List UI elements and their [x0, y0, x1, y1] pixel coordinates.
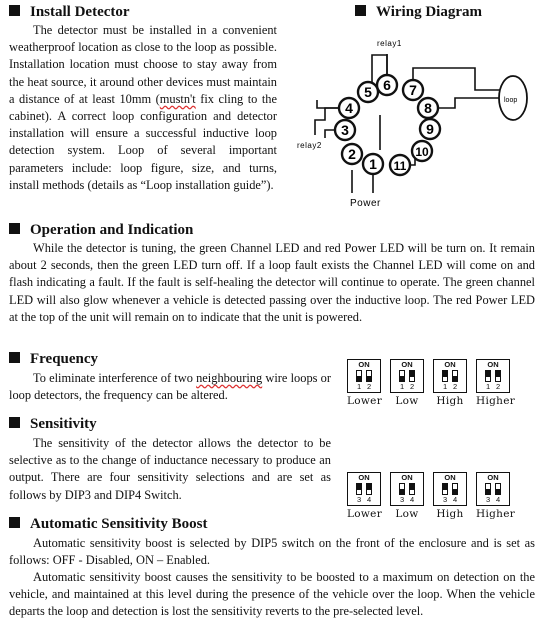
switch-slot	[495, 370, 501, 382]
switch-number: 3	[486, 495, 491, 504]
switch-slot	[495, 483, 501, 495]
power-label: Power	[350, 198, 381, 209]
sensitivity-heading	[9, 416, 97, 433]
sensitivity-switch-lower	[347, 472, 381, 520]
switch-slot	[485, 483, 491, 495]
frequency-title: Frequency	[30, 351, 99, 367]
frequency-text-b: wire loops or loop detectors, the frequency can be altered.	[9, 371, 331, 403]
frequency-heading	[9, 351, 98, 368]
sensitivity-switch-low	[390, 472, 424, 520]
switch-caption: Higher	[476, 395, 516, 407]
install-heading	[9, 4, 130, 21]
frequency-paragraph	[9, 370, 331, 404]
pin-3-label: 3	[341, 122, 349, 138]
boost-paragraph-1: Automatic sensitivity boost is selected by DIP5 switch on the front of the enclosure and is set as follows: OFF - Disabled, ON – Enabled.	[9, 536, 535, 568]
switch-caption: Low	[395, 508, 419, 520]
frequency-text-wavy: neighbouring	[196, 371, 263, 385]
boost-paragraph-2: Automatic sensitivity boost causes the sensitivity to be boosted to a maximum on detection on the vehicle, and maintained at this level during the presence of the vehicle over the loop. When the vehicle departs the loop and detection is lost the sensitivity reverts to the pre-selected level.	[9, 570, 535, 619]
switch-number: 3	[400, 495, 405, 504]
sensitivity-switch-higher	[476, 472, 516, 520]
switch-on-label: ON	[401, 360, 413, 369]
pin-10-label: 10	[415, 145, 429, 159]
switch-number: 2	[496, 382, 501, 391]
dip-switch-icon	[347, 359, 381, 393]
dip-switch-icon	[476, 472, 510, 506]
switch-number: 1	[357, 382, 362, 391]
install-paragraph	[9, 22, 277, 194]
pin-5-label: 5	[364, 84, 372, 100]
sensitivity-paragraph: The sensitivity of the detector allows the detector to be selective as to the change of inductance necessary to produce an output. There are four sensitivity selections and are set as follows by DIP3 and DIP4 Switch.	[9, 436, 331, 502]
switch-number: 2	[453, 382, 458, 391]
switch-slot	[485, 370, 491, 382]
switch-number: 4	[367, 495, 372, 504]
install-text-b: fix cling to the cabinet). A correct loop configuration and detector installation will ensure a successful inductive loop detection system. Loop of several important parameters include: loop figure, size, and turns, install methods (details as “Loop installation guide”).	[9, 91, 277, 192]
frequency-switch-high	[433, 359, 467, 407]
switch-on-label: ON	[444, 473, 456, 482]
bullet-square-icon	[9, 417, 20, 428]
switch-number: 3	[357, 495, 362, 504]
dip-switch-icon	[347, 472, 381, 506]
dip-switch-icon	[390, 359, 424, 393]
operation-heading	[9, 222, 193, 239]
install-text-wavy: mustn't	[159, 91, 196, 106]
switch-number: 4	[453, 495, 458, 504]
pin-4-label: 4	[345, 100, 353, 116]
switch-number: 4	[496, 495, 501, 504]
switch-caption: Lower	[347, 508, 383, 520]
pin-6-label: 6	[383, 77, 391, 93]
switch-caption: High	[436, 508, 464, 520]
frequency-dip-switches	[347, 359, 516, 407]
switch-slot	[409, 483, 415, 495]
pin-7-label: 7	[409, 82, 417, 98]
switch-on-label: ON	[487, 473, 499, 482]
pin-11-label: 11	[393, 159, 407, 173]
boost-heading	[9, 516, 208, 533]
switch-on-label: ON	[487, 360, 499, 369]
frequency-switch-lower	[347, 359, 381, 407]
dip-switch-icon	[390, 472, 424, 506]
switch-slot	[366, 483, 372, 495]
switch-caption: Higher	[476, 508, 516, 520]
frequency-switch-low	[390, 359, 424, 407]
switch-on-label: ON	[444, 360, 456, 369]
bullet-square-icon	[9, 352, 20, 363]
pin-1-label: 1	[369, 156, 377, 172]
relay2-label: relay2	[297, 141, 322, 150]
dip-switch-icon	[476, 359, 510, 393]
relay1-label: relay1	[377, 39, 402, 48]
dip-switch-icon	[433, 359, 467, 393]
switch-on-label: ON	[401, 473, 413, 482]
wiring-title: Wiring Diagram	[376, 4, 482, 20]
switch-number: 2	[410, 382, 415, 391]
pin-9-label: 9	[426, 121, 434, 137]
operation-title: Operation and Indication	[30, 222, 194, 238]
switch-slot	[442, 370, 448, 382]
switch-number: 1	[443, 382, 448, 391]
sensitivity-title: Sensitivity	[30, 416, 97, 432]
switch-number: 1	[400, 382, 405, 391]
switch-slot	[452, 370, 458, 382]
sensitivity-switch-high	[433, 472, 467, 520]
dip-switch-icon	[433, 472, 467, 506]
switch-slot	[356, 483, 362, 495]
pin-group	[335, 75, 440, 175]
switch-slot	[356, 370, 362, 382]
switch-on-label: ON	[358, 473, 370, 482]
switch-caption: High	[436, 395, 464, 407]
boost-title: Automatic Sensitivity Boost	[30, 516, 208, 532]
switch-number: 2	[367, 382, 372, 391]
switch-caption: Low	[395, 395, 419, 407]
bullet-square-icon	[9, 5, 20, 16]
bullet-square-icon	[9, 517, 20, 528]
sensitivity-dip-switches	[347, 472, 516, 520]
switch-number: 1	[486, 382, 491, 391]
install-title: Install Detector	[30, 4, 130, 20]
switch-slot	[452, 483, 458, 495]
operation-paragraph: While the detector is tuning, the green Channel LED and red Power LED will be turn on. It remain about 2 seconds, then the green LED turn off. If a loop fault exists the Channel LED will come on and flash indicating a fault. If the fault is self-healing the detector will continue to operate. The green channel LED will also glow whenever a vehicle is detected passing over the inductive loop. The red Power LED at the top of the unit will remain on to indicate that the unit is powered.	[9, 241, 535, 324]
loop-label: loop	[504, 97, 518, 104]
wiring-diagram	[295, 30, 540, 210]
bullet-square-icon	[9, 223, 20, 234]
switch-number: 3	[443, 495, 448, 504]
pin-2-label: 2	[348, 146, 356, 162]
wiring-heading	[355, 4, 482, 21]
bullet-square-icon	[355, 5, 366, 16]
switch-slot	[399, 483, 405, 495]
pin-8-label: 8	[424, 100, 432, 116]
switch-on-label: ON	[358, 360, 370, 369]
install-text-a: The detector must be installed in a convenient weatherproof location as close to the loop as possible. Installation location must choose to stay away from the heat source, it around other devices must maintain a distance of at least 10mm (	[9, 23, 277, 106]
switch-slot	[399, 370, 405, 382]
switch-slot	[366, 370, 372, 382]
frequency-text-a: To eliminate interference of two	[33, 371, 197, 385]
frequency-switch-higher	[476, 359, 516, 407]
switch-slot	[409, 370, 415, 382]
switch-number: 4	[410, 495, 415, 504]
switch-caption: Lower	[347, 395, 383, 407]
switch-slot	[442, 483, 448, 495]
